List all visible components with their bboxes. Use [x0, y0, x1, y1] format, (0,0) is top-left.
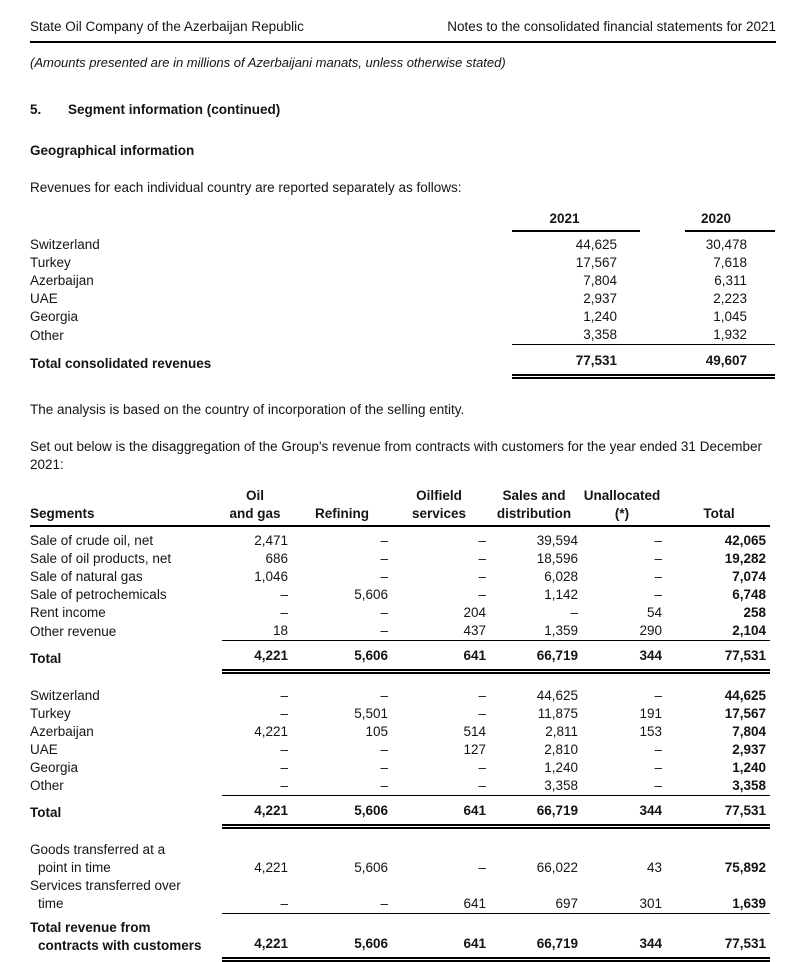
cell: 44,625 — [536, 687, 578, 703]
row-label: Sale of crude oil, net — [30, 533, 154, 548]
cell-2021: 77,531 — [512, 345, 640, 377]
cell: 66,719 — [490, 641, 582, 672]
row-label: Total consolidated revenues — [30, 355, 212, 371]
col-header-refining: Refining — [296, 487, 392, 526]
cell: 697 — [490, 877, 582, 913]
cell: 66,719 — [490, 795, 582, 826]
segment-table-header-row — [30, 487, 770, 526]
cell-2021: 17,567 — [575, 255, 617, 270]
segment-disaggregation-table — [30, 487, 770, 962]
total-row — [30, 795, 770, 826]
cell: 4,221 — [254, 860, 288, 875]
cell: – — [280, 687, 288, 703]
cell: – — [280, 741, 288, 757]
cell: 641 — [392, 795, 490, 826]
col-header-oilfield-services: Oilfield services — [392, 487, 490, 526]
section-title: Segment information (continued) — [68, 102, 281, 117]
cell: – — [654, 587, 662, 602]
cell: – — [296, 777, 392, 796]
grand-total-row — [30, 913, 770, 959]
row-label: Total — [30, 805, 62, 820]
cell: 77,531 — [672, 913, 770, 959]
cell: – — [380, 759, 388, 775]
page-header-right: Notes to the consolidated financial statements for 2021 — [447, 19, 776, 34]
cell-2021: 1,240 — [583, 309, 617, 324]
spacer-row — [30, 672, 770, 687]
cell: 11,875 — [537, 705, 578, 721]
cell: 5,606 — [296, 795, 392, 826]
cell: – — [296, 877, 392, 913]
cell: 127 — [463, 741, 486, 757]
cell: – — [380, 741, 388, 757]
cell: 77,531 — [672, 641, 770, 672]
cell: – — [222, 777, 296, 796]
cell: 77,531 — [672, 795, 770, 826]
cell: – — [222, 877, 296, 913]
row-label: Services transferred over time — [30, 878, 181, 911]
cell: 4,221 — [254, 723, 288, 739]
cell-2020: 1,932 — [685, 326, 775, 345]
cell: 42,065 — [724, 533, 766, 548]
cell: – — [392, 777, 490, 796]
cell: 344 — [582, 913, 672, 959]
cell: – — [654, 687, 662, 703]
cell: – — [654, 533, 662, 548]
cell: 1,046 — [254, 569, 288, 584]
cell: – — [654, 551, 662, 566]
col-header-segments: Segments — [30, 487, 222, 526]
table-row — [30, 272, 775, 290]
row-label: Switzerland — [30, 237, 100, 252]
table-row — [30, 308, 775, 326]
cell: 54 — [646, 605, 662, 620]
page-header — [30, 18, 776, 43]
total-row — [30, 641, 770, 672]
cell: – — [478, 759, 486, 775]
cell: – — [380, 687, 388, 703]
cell: 258 — [743, 605, 766, 620]
cell: 437 — [392, 622, 490, 641]
table-row — [30, 586, 770, 604]
cell: – — [478, 569, 486, 584]
cell: 5,606 — [354, 587, 388, 602]
cell: 19,282 — [724, 551, 766, 566]
col-header-oil-and-gas: Oil and gas — [222, 487, 296, 526]
cell: 7,804 — [732, 723, 766, 739]
table-row — [30, 568, 770, 586]
cell: 204 — [463, 605, 486, 620]
cell: – — [380, 551, 388, 566]
section-number: 5. — [30, 102, 42, 117]
spacer-row — [30, 826, 770, 841]
cell: 4,221 — [222, 641, 296, 672]
row-label: Turkey — [30, 705, 71, 721]
col-header-sales-and-distribution: Sales and distribution — [490, 487, 582, 526]
cell: – — [280, 705, 288, 721]
cell: – — [478, 551, 486, 566]
cell: 1,240 — [732, 759, 766, 775]
cell: 153 — [639, 723, 662, 739]
cell: 6,748 — [732, 587, 766, 602]
revenues-intro-paragraph: Revenues for each individual country are reported separately as follows: — [30, 180, 462, 195]
cell: – — [280, 759, 288, 775]
geographical-information-heading: Geographical information — [30, 143, 195, 158]
table-row — [30, 723, 770, 741]
row-label: Switzerland — [30, 687, 100, 703]
cell-2020: 7,618 — [713, 255, 747, 270]
cell: 66,022 — [536, 860, 578, 875]
cell-2021: 2,937 — [583, 291, 617, 306]
row-label: Georgia — [30, 309, 79, 324]
cell: – — [380, 533, 388, 548]
cell: 5,606 — [296, 913, 392, 959]
cell: 514 — [463, 723, 486, 739]
cell-2021: 44,625 — [575, 237, 617, 252]
cell: 75,892 — [724, 860, 766, 875]
disaggregation-intro-paragraph: Set out below is the disaggregation of the Group's revenue from contracts with customers for the year ended 31 December 2021: — [30, 439, 762, 472]
row-label: Goods transferred at a point in time — [30, 842, 166, 875]
table-row — [30, 290, 775, 308]
cell: 5,501 — [354, 705, 388, 721]
cell: – — [478, 587, 486, 602]
cell: 2,104 — [672, 622, 770, 641]
row-label: Other — [30, 778, 64, 793]
cell: 686 — [265, 551, 288, 566]
cell: – — [478, 705, 486, 721]
cell: – — [654, 759, 662, 775]
table-row — [30, 687, 770, 705]
cell-2021: 7,804 — [583, 273, 617, 288]
row-label: UAE — [30, 741, 58, 757]
row-label: Other revenue — [30, 623, 117, 639]
cell: 105 — [365, 723, 388, 739]
col-header-unallocated: Unallocated (*) — [582, 487, 672, 526]
cell: – — [296, 622, 392, 641]
table-row — [30, 550, 770, 568]
col-header-total: Total — [672, 487, 770, 526]
cell: 1,142 — [544, 587, 578, 602]
cell: 4,221 — [222, 913, 296, 959]
cell: 66,719 — [490, 913, 582, 959]
country-revenue-header-row — [30, 210, 775, 231]
cell: 290 — [582, 622, 672, 641]
cell: 4,221 — [222, 795, 296, 826]
table-row — [30, 741, 770, 759]
cell: 5,606 — [354, 860, 388, 875]
row-label: UAE — [30, 291, 58, 306]
table-row — [30, 604, 770, 622]
table-row — [30, 841, 770, 877]
cell: 1,240 — [544, 759, 578, 775]
cell: – — [654, 569, 662, 584]
cell: – — [570, 605, 578, 620]
cell: – — [582, 777, 672, 796]
cell-2020: 1,045 — [713, 309, 747, 324]
cell: 1,359 — [490, 622, 582, 641]
cell: 3,358 — [490, 777, 582, 796]
cell: 6,028 — [544, 569, 578, 584]
table-row — [30, 622, 770, 641]
cell: 2,471 — [254, 533, 288, 548]
section-heading — [30, 101, 800, 119]
cell: – — [380, 569, 388, 584]
row-label: Sale of oil products, net — [30, 551, 172, 566]
table-row — [30, 231, 775, 254]
cell: 344 — [582, 795, 672, 826]
page-header-left: State Oil Company of the Azerbaijan Republic — [30, 19, 304, 34]
row-label: Azerbaijan — [30, 273, 94, 288]
cell: – — [478, 533, 486, 548]
analysis-note-paragraph: The analysis is based on the country of incorporation of the selling entity. — [30, 402, 465, 417]
cell: 2,811 — [545, 723, 578, 739]
row-label: Rent income — [30, 605, 106, 620]
table-row — [30, 705, 770, 723]
cell: – — [478, 860, 486, 875]
cell: 39,594 — [536, 533, 578, 548]
row-label: Other — [30, 327, 64, 343]
cell: 1,639 — [672, 877, 770, 913]
col-header-2021: 2021 — [512, 210, 640, 231]
row-label: Sale of petrochemicals — [30, 587, 167, 602]
table-row — [30, 877, 770, 913]
amounts-note: (Amounts presented are in millions of Azerbaijani manats, unless otherwise stated) — [30, 55, 506, 70]
country-revenue-table — [30, 210, 775, 379]
cell: 5,606 — [296, 641, 392, 672]
col-header-2020: 2020 — [685, 210, 775, 231]
cell: – — [280, 605, 288, 620]
cell: 344 — [582, 641, 672, 672]
cell: 301 — [582, 877, 672, 913]
cell-2020: 49,607 — [685, 345, 775, 377]
cell-2020: 30,478 — [705, 237, 747, 252]
cell: 641 — [392, 641, 490, 672]
cell: – — [478, 687, 486, 703]
cell: 43 — [646, 860, 662, 875]
table-row — [30, 526, 770, 550]
cell: – — [280, 587, 288, 602]
total-row — [30, 345, 775, 377]
cell-2020: 6,311 — [714, 273, 747, 288]
row-label: Sale of natural gas — [30, 569, 143, 584]
cell: 641 — [392, 877, 490, 913]
cell: 2,810 — [544, 741, 578, 757]
table-row — [30, 326, 775, 345]
cell-2020: 2,223 — [713, 291, 747, 306]
cell: – — [380, 605, 388, 620]
row-label: Turkey — [30, 255, 71, 270]
table-row — [30, 759, 770, 777]
cell: 3,358 — [672, 777, 770, 796]
cell: 44,625 — [724, 687, 766, 703]
row-label: Georgia — [30, 759, 79, 775]
row-label: Total — [30, 650, 62, 666]
cell-2021: 3,358 — [512, 326, 640, 345]
cell: 7,074 — [732, 569, 766, 584]
table-row — [30, 254, 775, 272]
cell: – — [654, 741, 662, 757]
cell: 641 — [392, 913, 490, 959]
cell: 18,596 — [536, 551, 578, 566]
cell: 17,567 — [724, 705, 766, 721]
row-label: Total revenue from contracts with customers — [30, 920, 202, 953]
cell: 2,937 — [732, 741, 766, 757]
row-label: Azerbaijan — [30, 723, 94, 739]
cell: 191 — [639, 705, 662, 721]
table-row — [30, 777, 770, 796]
cell: 18 — [222, 622, 296, 641]
